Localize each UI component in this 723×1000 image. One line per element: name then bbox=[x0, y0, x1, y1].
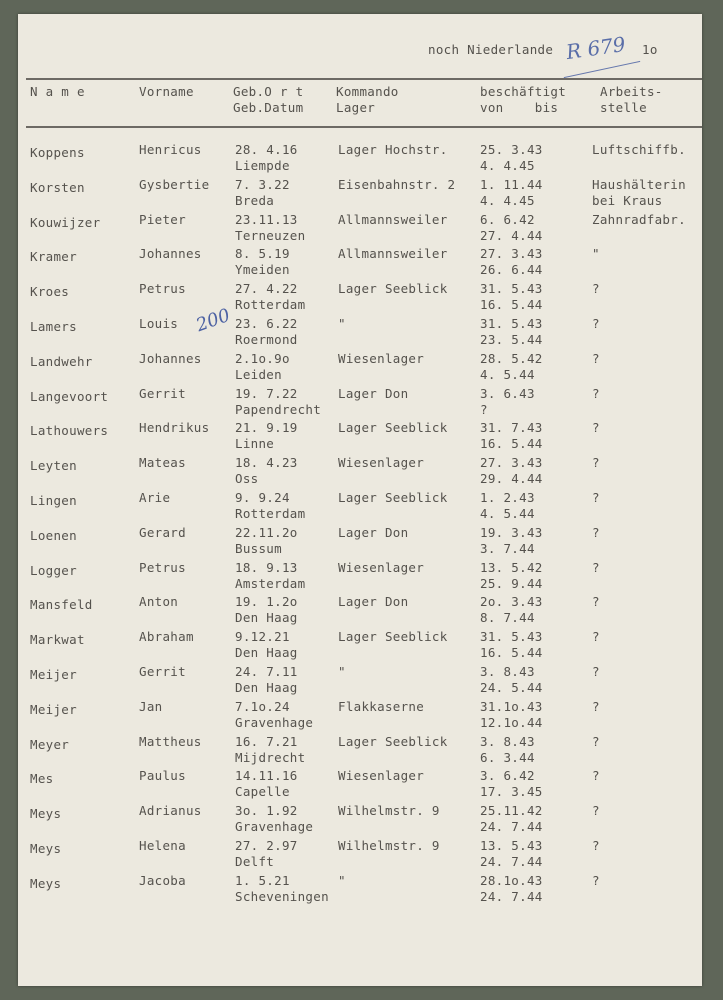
birth-date-place bbox=[235, 177, 290, 209]
employed-from: 1. 11.44 bbox=[480, 176, 543, 192]
birth-date: 7.1o.24 bbox=[235, 698, 290, 714]
surname: Meys bbox=[30, 806, 62, 822]
first-name: Hendrikus bbox=[139, 420, 210, 436]
employed-from: 31. 5.43 bbox=[480, 316, 543, 331]
kommando-lager: Wiesenlager bbox=[338, 768, 425, 784]
column-header-beschaeftigt: beschäftigt von bis bbox=[480, 84, 567, 115]
employed-from: 3. 8.43 bbox=[480, 664, 535, 679]
workplace bbox=[592, 212, 686, 228]
employment-dates bbox=[480, 386, 535, 418]
employment-dates bbox=[480, 246, 543, 278]
surname: Lamers bbox=[30, 319, 77, 334]
employed-from: 27. 3.43 bbox=[480, 246, 543, 262]
birth-place: Bussum bbox=[235, 540, 282, 556]
employed-until: 6. 3.44 bbox=[480, 749, 535, 765]
employed-from: 19. 3.43 bbox=[480, 524, 543, 540]
register-row bbox=[18, 246, 702, 281]
register-row bbox=[18, 803, 702, 838]
register-row bbox=[18, 734, 702, 769]
birth-date: 28. 4.16 bbox=[235, 142, 298, 157]
kommando-lager: Allmannsweiler bbox=[338, 211, 448, 227]
column-header-name: N a m e bbox=[30, 84, 85, 99]
employment-dates bbox=[480, 490, 535, 522]
first-name: Henricus bbox=[139, 142, 202, 157]
first-name: Johannes bbox=[139, 246, 202, 262]
first-name: Mateas bbox=[139, 455, 186, 471]
surname: Landwehr bbox=[30, 353, 93, 369]
employment-dates bbox=[480, 142, 543, 174]
employed-from: 31. 7.43 bbox=[480, 420, 543, 436]
employed-from: 2o. 3.43 bbox=[480, 594, 543, 610]
surname: Kouwijzer bbox=[30, 214, 101, 230]
employment-dates bbox=[480, 316, 543, 348]
workplace bbox=[592, 560, 600, 576]
register-row bbox=[18, 351, 702, 386]
surname: Kramer bbox=[30, 249, 77, 265]
birth-date-place bbox=[235, 142, 298, 174]
workplace-line-1: ? bbox=[592, 768, 600, 784]
employment-dates bbox=[480, 629, 543, 661]
employed-until: 24. 7.44 bbox=[480, 888, 543, 904]
employment-dates bbox=[480, 768, 543, 800]
workplace-line-1: ? bbox=[592, 420, 600, 436]
birth-place: Rotterdam bbox=[235, 297, 306, 313]
workplace-line-2: bei Kraus bbox=[592, 192, 663, 208]
birth-date: 24. 7.11 bbox=[235, 664, 298, 679]
first-name: Petrus bbox=[139, 559, 186, 575]
kommando-lager: Lager Seeblick bbox=[338, 281, 448, 297]
birth-date: 27. 4.22 bbox=[235, 281, 298, 297]
first-name: Jan bbox=[139, 698, 163, 714]
kommando-lager: " bbox=[338, 872, 346, 888]
surname: Meyer bbox=[30, 736, 70, 752]
birth-place: Oss bbox=[235, 471, 259, 487]
page-number: 1o bbox=[642, 42, 658, 57]
workplace bbox=[592, 525, 600, 541]
register-row bbox=[18, 699, 702, 734]
kommando-lager: Lager Seeblick bbox=[338, 629, 448, 645]
birth-place: Ymeiden bbox=[235, 262, 290, 278]
birth-date: 27. 2.97 bbox=[235, 838, 298, 853]
register-row bbox=[18, 316, 702, 351]
first-name: Helena bbox=[139, 838, 186, 853]
workplace bbox=[592, 281, 600, 297]
employed-from: 1. 2.43 bbox=[480, 490, 535, 505]
employed-from: 13. 5.43 bbox=[480, 838, 543, 853]
workplace-line-1: ? bbox=[592, 455, 600, 471]
birth-date: 8. 5.19 bbox=[235, 246, 290, 262]
birth-date-place bbox=[235, 699, 313, 731]
birth-date-place bbox=[235, 246, 290, 278]
surname: Loenen bbox=[30, 527, 77, 543]
employment-dates bbox=[480, 873, 543, 905]
kommando-lager: Lager Don bbox=[338, 385, 409, 401]
birth-date-place bbox=[235, 629, 298, 661]
first-name: Gysbertie bbox=[139, 176, 210, 192]
employed-until: 4. 4.45 bbox=[480, 192, 535, 208]
employment-dates bbox=[480, 838, 543, 870]
register-row bbox=[18, 629, 702, 664]
register-row bbox=[18, 212, 702, 247]
birth-date: 22.11.2o bbox=[235, 524, 298, 540]
birth-date-place bbox=[235, 525, 298, 557]
surname: Meys bbox=[30, 841, 62, 856]
employed-until: 4. 4.45 bbox=[480, 158, 535, 173]
kommando-lager: Wiesenlager bbox=[338, 455, 425, 471]
employed-from: 28. 5.42 bbox=[480, 350, 543, 366]
register-row bbox=[18, 455, 702, 490]
employment-dates bbox=[480, 734, 535, 766]
employed-from: 6. 6.42 bbox=[480, 211, 535, 227]
birth-date-place bbox=[235, 351, 290, 383]
workplace-line-1: ? bbox=[592, 490, 600, 505]
employed-until: 26. 6.44 bbox=[480, 262, 543, 278]
handwritten-reference: R 679 bbox=[564, 31, 627, 65]
birth-date: 21. 9.19 bbox=[235, 420, 298, 436]
employed-until: 24. 5.44 bbox=[480, 680, 543, 695]
employed-from: 25.11.42 bbox=[480, 803, 543, 819]
employment-dates bbox=[480, 803, 543, 835]
birth-date-place bbox=[235, 281, 305, 313]
workplace bbox=[592, 873, 600, 889]
workplace bbox=[592, 699, 600, 715]
workplace-line-1: ? bbox=[592, 385, 600, 401]
employment-dates bbox=[480, 699, 543, 731]
register-row bbox=[18, 594, 702, 629]
employed-from: 25. 3.43 bbox=[480, 142, 543, 157]
workplace-line-1: ? bbox=[592, 594, 600, 610]
employment-dates bbox=[480, 525, 543, 557]
birth-place: Den Haag bbox=[235, 680, 298, 695]
surname: Meijer bbox=[30, 701, 77, 717]
employment-dates bbox=[480, 594, 543, 626]
workplace-line-1: ? bbox=[592, 524, 600, 540]
workplace-line-1: ? bbox=[592, 664, 600, 679]
birth-date: 23.11.13 bbox=[235, 211, 298, 227]
employed-until: 3. 7.44 bbox=[480, 540, 535, 556]
kommando-lager: Allmannsweiler bbox=[338, 246, 448, 262]
employed-until: 24. 7.44 bbox=[480, 819, 543, 835]
register-row bbox=[18, 560, 702, 595]
birth-place: Breda bbox=[235, 192, 275, 208]
kommando-lager: Eisenbahnstr. 2 bbox=[338, 176, 456, 192]
kommando-lager: Lager Seeblick bbox=[338, 733, 448, 749]
birth-date: 19. 1.2o bbox=[235, 594, 298, 610]
workplace-line-1: Haushälterin bbox=[592, 176, 686, 192]
surname: Koppens bbox=[30, 145, 85, 160]
birth-date-place bbox=[235, 838, 298, 870]
column-header-arbeitsstelle: Arbeits- stelle bbox=[600, 84, 663, 115]
register-row bbox=[18, 420, 702, 455]
workplace-line-1: ? bbox=[592, 281, 600, 297]
workplace bbox=[592, 246, 600, 262]
header-rule-bottom bbox=[26, 126, 702, 128]
kommando-lager: Lager Hochstr. bbox=[338, 142, 448, 157]
first-name: Mattheus bbox=[139, 733, 202, 749]
surname: Lingen bbox=[30, 493, 77, 508]
surname: Meys bbox=[30, 875, 62, 891]
register-row bbox=[18, 177, 702, 212]
surname: Korsten bbox=[30, 179, 85, 195]
first-name: Gerard bbox=[139, 524, 186, 540]
kommando-lager: Wiesenlager bbox=[338, 559, 425, 575]
first-name: Gerrit bbox=[139, 385, 186, 401]
workplace-line-1: ? bbox=[592, 698, 600, 714]
first-name: Louis bbox=[139, 316, 179, 331]
surname: Mansfeld bbox=[30, 597, 93, 613]
birth-date: 3o. 1.92 bbox=[235, 803, 298, 819]
first-name: Petrus bbox=[139, 281, 186, 297]
birth-date-place bbox=[235, 873, 329, 905]
employed-from: 3. 6.42 bbox=[480, 768, 535, 784]
workplace-line-1: ? bbox=[592, 629, 600, 645]
birth-date-place bbox=[235, 420, 298, 452]
birth-place: Den Haag bbox=[235, 610, 298, 626]
document-page bbox=[18, 14, 702, 986]
surname: Leyten bbox=[30, 458, 77, 474]
employed-from: 31. 5.43 bbox=[480, 629, 543, 645]
birth-date-place bbox=[235, 594, 298, 626]
register-row bbox=[18, 142, 702, 177]
workplace bbox=[592, 386, 600, 402]
workplace bbox=[592, 629, 600, 645]
employment-dates bbox=[480, 455, 543, 487]
employment-dates bbox=[480, 664, 543, 696]
register-row bbox=[18, 386, 702, 421]
birth-date: 18. 9.13 bbox=[235, 559, 298, 575]
employed-until: 17. 3.45 bbox=[480, 784, 543, 800]
workplace bbox=[592, 803, 600, 819]
employment-dates bbox=[480, 177, 543, 209]
surname: Kroes bbox=[30, 284, 70, 300]
kommando-lager: Flakkaserne bbox=[338, 698, 425, 714]
employed-until: 29. 4.44 bbox=[480, 471, 543, 487]
birth-place: Capelle bbox=[235, 784, 290, 800]
birth-place: Amsterdam bbox=[235, 575, 306, 591]
employed-until: 12.1o.44 bbox=[480, 714, 543, 730]
kommando-lager: Lager Don bbox=[338, 524, 409, 540]
kommando-lager: Lager Seeblick bbox=[338, 420, 448, 436]
kommando-lager: Wilhelmstr. 9 bbox=[338, 803, 440, 819]
workplace-line-1: ? bbox=[592, 733, 600, 749]
first-name: Jacoba bbox=[139, 872, 186, 888]
birth-date: 18. 4.23 bbox=[235, 455, 298, 471]
first-name: Johannes bbox=[139, 350, 202, 366]
workplace-line-1: " bbox=[592, 246, 600, 262]
employed-until: 23. 5.44 bbox=[480, 332, 543, 347]
birth-date: 23. 6.22 bbox=[235, 316, 298, 331]
workplace-line-1: ? bbox=[592, 803, 600, 819]
birth-place: Linne bbox=[235, 436, 275, 452]
birth-date: 16. 7.21 bbox=[235, 733, 298, 749]
handwritten-margin-note: 200 bbox=[193, 304, 233, 337]
workplace bbox=[592, 177, 686, 209]
birth-date: 19. 7.22 bbox=[235, 385, 298, 401]
workplace bbox=[592, 316, 600, 332]
first-name: Pieter bbox=[139, 211, 186, 227]
birth-date-place bbox=[235, 316, 298, 348]
birth-date: 9. 9.24 bbox=[235, 490, 290, 505]
employed-until: 16. 5.44 bbox=[480, 645, 543, 661]
register-row bbox=[18, 281, 702, 316]
birth-place: Leiden bbox=[235, 366, 282, 382]
birth-place: Scheveningen bbox=[235, 888, 329, 904]
column-header-vorname: Vorname bbox=[139, 84, 194, 99]
workplace bbox=[592, 594, 600, 610]
workplace bbox=[592, 455, 600, 471]
register-row bbox=[18, 838, 702, 873]
birth-date-place bbox=[235, 560, 305, 592]
first-name: Abraham bbox=[139, 629, 194, 645]
employed-until: ? bbox=[480, 401, 488, 417]
kommando-lager: " bbox=[338, 664, 346, 679]
first-name: Adrianus bbox=[139, 803, 202, 819]
surname: Markwat bbox=[30, 632, 85, 648]
birth-place: Roermond bbox=[235, 332, 298, 347]
first-name: Arie bbox=[139, 490, 171, 505]
birth-place: Papendrecht bbox=[235, 401, 322, 417]
kommando-lager: " bbox=[338, 316, 346, 331]
workplace bbox=[592, 664, 600, 680]
employment-dates bbox=[480, 212, 543, 244]
surname: Meijer bbox=[30, 667, 77, 682]
birth-place: Terneuzen bbox=[235, 227, 306, 243]
birth-date-place bbox=[235, 664, 298, 696]
birth-date-place bbox=[235, 490, 305, 522]
workplace bbox=[592, 351, 600, 367]
employed-until: 27. 4.44 bbox=[480, 227, 543, 243]
birth-date: 2.1o.9o bbox=[235, 350, 290, 366]
birth-date: 14.11.16 bbox=[235, 768, 298, 784]
kommando-lager: Wilhelmstr. 9 bbox=[338, 838, 440, 853]
employment-dates bbox=[480, 560, 543, 592]
birth-place: Gravenhage bbox=[235, 819, 314, 835]
employed-from: 28.1o.43 bbox=[480, 872, 543, 888]
workplace bbox=[592, 490, 600, 506]
birth-date-place bbox=[235, 455, 298, 487]
register-row bbox=[18, 873, 702, 908]
continuation-header: noch Niederlande bbox=[428, 42, 554, 57]
birth-place: Den Haag bbox=[235, 645, 298, 661]
surname: Logger bbox=[30, 562, 77, 578]
birth-place: Delft bbox=[235, 854, 275, 869]
surname: Lathouwers bbox=[30, 423, 109, 439]
birth-place: Gravenhage bbox=[235, 714, 314, 730]
register-row bbox=[18, 768, 702, 803]
workplace bbox=[592, 142, 686, 158]
employed-from: 31. 5.43 bbox=[480, 281, 543, 297]
employed-until: 4. 5.44 bbox=[480, 506, 535, 521]
register-row bbox=[18, 490, 702, 525]
surname: Langevoort bbox=[30, 388, 109, 404]
kommando-lager: Wiesenlager bbox=[338, 350, 425, 366]
employed-from: 27. 3.43 bbox=[480, 455, 543, 471]
employment-dates bbox=[480, 420, 543, 452]
workplace bbox=[592, 734, 600, 750]
employed-until: 8. 7.44 bbox=[480, 610, 535, 626]
employment-dates bbox=[480, 281, 543, 313]
workplace-line-1: ? bbox=[592, 559, 600, 575]
workplace-line-1: ? bbox=[592, 350, 600, 366]
birth-place: Mijdrecht bbox=[235, 749, 306, 765]
employed-until: 16. 5.44 bbox=[480, 297, 543, 313]
workplace bbox=[592, 768, 600, 784]
header-rule-top bbox=[26, 78, 702, 80]
workplace-line-1: ? bbox=[592, 316, 600, 331]
employed-until: 25. 9.44 bbox=[480, 575, 543, 591]
workplace-line-1: Luftschiffb. bbox=[592, 142, 686, 157]
workplace bbox=[592, 838, 600, 854]
workplace-line-1: Zahnradfabr. bbox=[592, 211, 686, 227]
employed-from: 13. 5.42 bbox=[480, 559, 543, 575]
column-header-geburt: Geb.O r t Geb.Datum bbox=[233, 84, 304, 115]
employed-until: 16. 5.44 bbox=[480, 436, 543, 452]
birth-place: Liempde bbox=[235, 158, 290, 173]
employed-until: 24. 7.44 bbox=[480, 854, 543, 869]
birth-date-place bbox=[235, 734, 305, 766]
employed-from: 3. 6.43 bbox=[480, 385, 535, 401]
register-row bbox=[18, 525, 702, 560]
birth-date: 9.12.21 bbox=[235, 629, 290, 645]
employment-dates bbox=[480, 351, 543, 383]
workplace bbox=[592, 420, 600, 436]
birth-date-place bbox=[235, 212, 305, 244]
first-name: Gerrit bbox=[139, 664, 186, 679]
birth-date-place bbox=[235, 803, 313, 835]
first-name: Paulus bbox=[139, 768, 186, 784]
workplace-line-1: ? bbox=[592, 838, 600, 853]
birth-date-place bbox=[235, 768, 298, 800]
kommando-lager: Lager Seeblick bbox=[338, 490, 448, 505]
employed-until: 4. 5.44 bbox=[480, 366, 535, 382]
handwritten-underline bbox=[564, 61, 641, 78]
employed-from: 31.1o.43 bbox=[480, 698, 543, 714]
kommando-lager: Lager Don bbox=[338, 594, 409, 610]
employed-from: 3. 8.43 bbox=[480, 733, 535, 749]
column-header-kommando: Kommando Lager bbox=[336, 84, 399, 115]
workplace-line-1: ? bbox=[592, 872, 600, 888]
birth-date-place bbox=[235, 386, 321, 418]
first-name: Anton bbox=[139, 594, 179, 610]
surname: Mes bbox=[30, 771, 54, 787]
birth-date: 7. 3.22 bbox=[235, 176, 290, 192]
birth-date: 1. 5.21 bbox=[235, 872, 290, 888]
birth-place: Rotterdam bbox=[235, 506, 306, 521]
register-row bbox=[18, 664, 702, 699]
